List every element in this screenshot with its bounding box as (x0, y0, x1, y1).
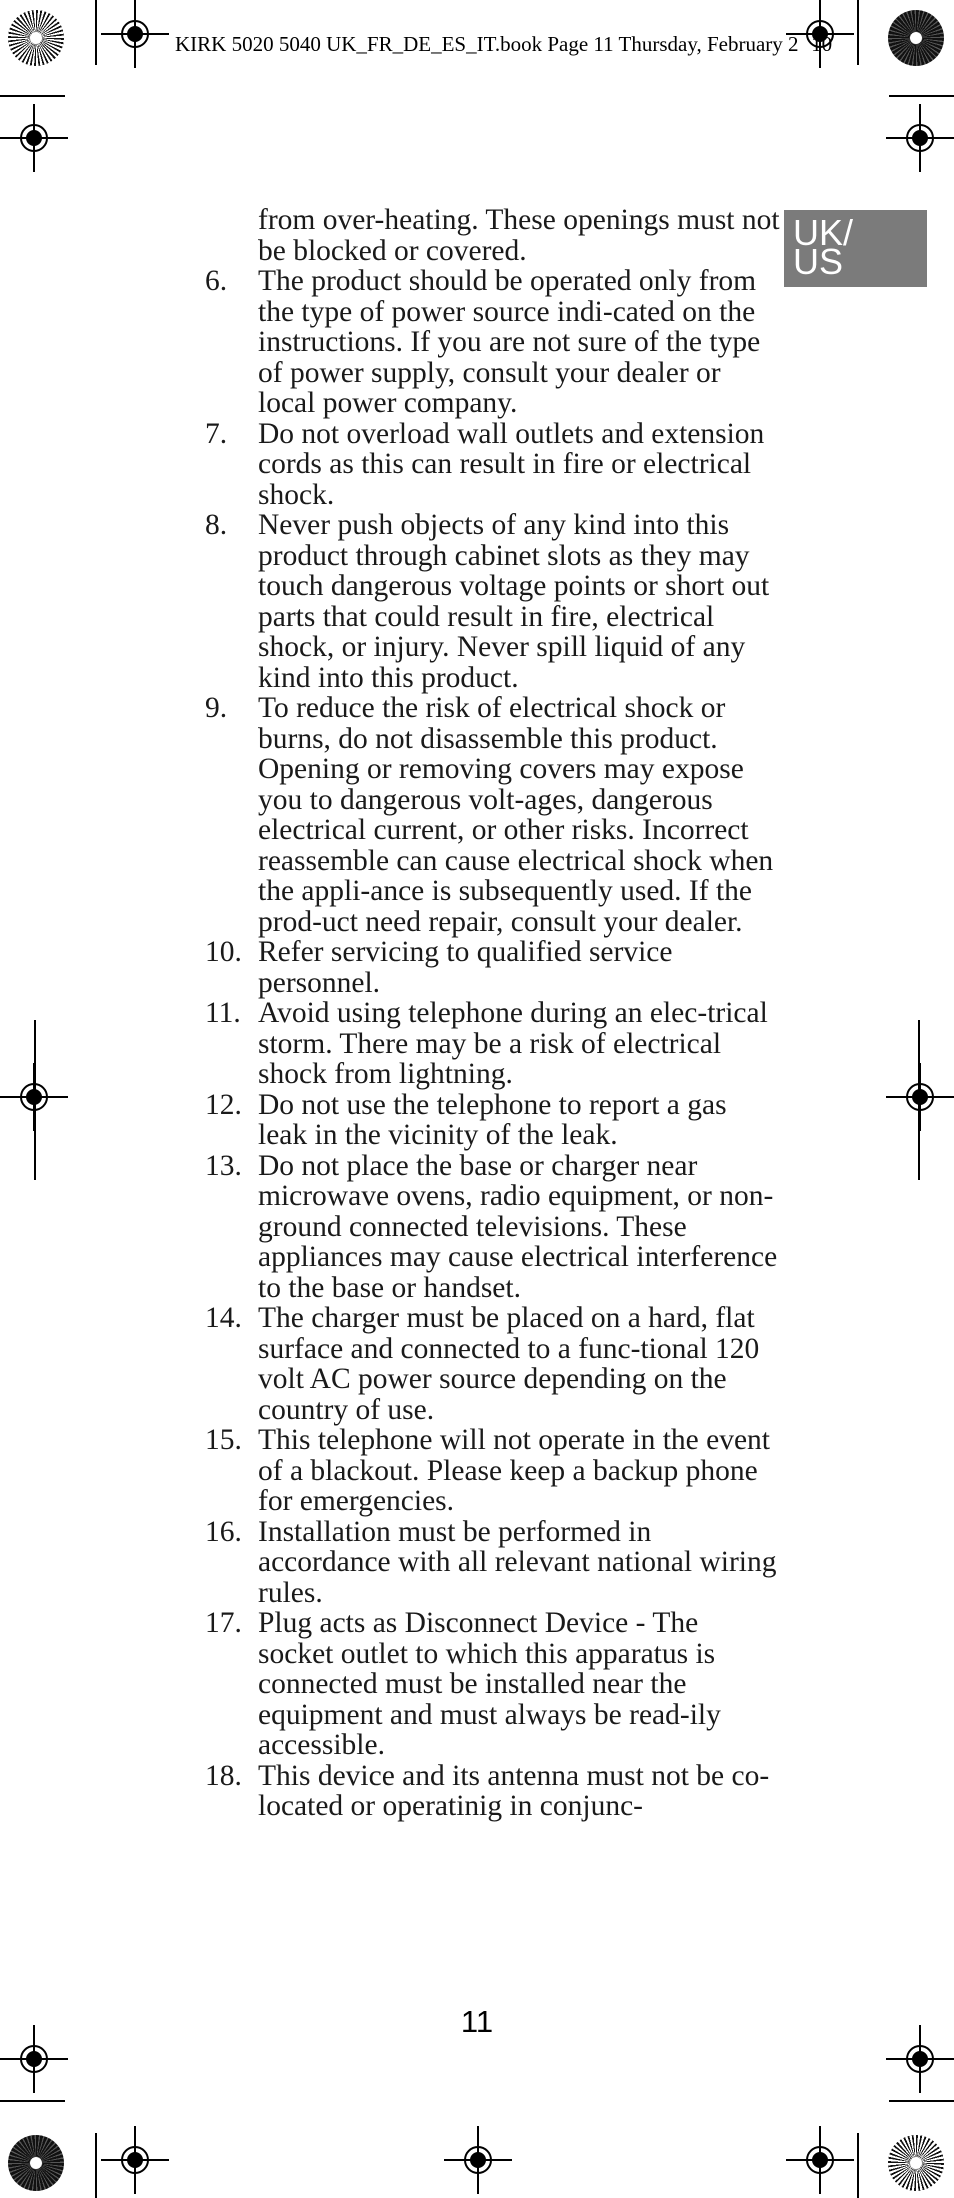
starburst-target-icon (888, 10, 944, 66)
list-item (205, 1303, 780, 1425)
list-item (205, 1517, 780, 1609)
list-item-text: This telephone will not operate in the event of a blackout. Please keep a backup phone for emergencies. (258, 1424, 771, 1517)
list-item-text: Installation must be performed in accordance with all relevant national wiring rules. (258, 1515, 777, 1609)
list-item-number: 14. (205, 1302, 242, 1334)
list-item-number: 12. (205, 1088, 242, 1121)
crop-mark (889, 95, 954, 97)
starburst-target-icon (8, 2135, 64, 2191)
page-number: 11 (460, 2004, 494, 2039)
list-item-number: 6. (205, 265, 228, 297)
list-item-text: The product should be operated only from the type of power source indi-cated on the instructions. If you are not sure of the type of power supply, consult your dealer or local power company. (258, 265, 761, 419)
list-item-number: 8. (205, 509, 228, 541)
crop-mark (857, 2133, 859, 2198)
crop-mark (0, 2100, 65, 2102)
crop-mark (0, 95, 65, 97)
continuation-paragraph: from over-heating. These openings must not be blocked or covered. (258, 204, 780, 267)
list-item (205, 266, 780, 419)
list-item-text: Refer servicing to qualified service personnel. (258, 936, 673, 999)
list-item-text: This device and its antenna must not be co-located or operatinig in conjunc- (258, 1759, 770, 1822)
list-item (205, 998, 780, 1090)
list-item-number: 10. (205, 936, 242, 968)
list-item-number: 17. (205, 1607, 242, 1639)
language-tab (784, 210, 927, 287)
registration-mark-icon (14, 118, 54, 158)
list-item-text: Do not use the telephone to report a gas leak in the vicinity of the leak. (258, 1088, 727, 1151)
safety-instructions (205, 205, 780, 1822)
list-item-text: Avoid using telephone during an elec-trical storm. There may be a risk of electrical shock from lightning. (258, 997, 768, 1090)
list-item-text: Plug acts as Disconnect Device - The socket outlet to which this apparatus is connected must be installed near the equipment and must always be read-ily accessible. (258, 1607, 721, 1761)
crop-mark (857, 0, 859, 65)
crop-mark (95, 2133, 97, 2198)
registration-mark-icon (900, 2039, 940, 2079)
list-item-text: Do not overload wall outlets and extension cords as this can result in fire or electrical shock. (258, 417, 765, 511)
running-header: KIRK 5020 5040 UK_FR_DE_ES_IT.book Page 11 Thursday, February 2 10 (175, 32, 833, 56)
list-item-number: 13. (205, 1149, 242, 1182)
registration-mark-icon (800, 2140, 840, 2180)
list-item (205, 1090, 780, 1151)
language-tab-line: UK/ (793, 212, 854, 253)
list-item-number: 15. (205, 1424, 242, 1456)
registration-mark-icon (115, 2140, 155, 2180)
crop-mark (95, 0, 97, 65)
list-item-text: Never push objects of any kind into this product through cabinet slots as they may touch dangerous voltage points or short out parts that could result in fire, electrical shock, or injury. Never spill liquid of any kind into this product. (258, 509, 770, 694)
list-item (205, 1608, 780, 1761)
list-item (205, 1425, 780, 1517)
crop-mark (889, 2100, 954, 2102)
language-tab-line: US (793, 241, 844, 282)
list-item-text: Do not place the base or charger near microwave ovens, radio equipment, or non-ground connected televisions. These appliances may cause electrical interference to the base or handset. (258, 1149, 778, 1304)
list-item-number: 9. (205, 692, 228, 724)
list-item-text: The charger must be placed on a hard, flat surface and connected to a func-tional 120 volt AC power source depending on the country of use. (258, 1302, 760, 1426)
list-item-number: 11. (205, 997, 241, 1029)
registration-mark-icon (900, 1077, 940, 1117)
list-item (205, 937, 780, 998)
list-item (205, 693, 780, 937)
list-item-number: 18. (205, 1759, 242, 1792)
instruction-list (205, 266, 780, 1822)
registration-mark-icon (115, 14, 155, 54)
registration-mark-icon (458, 2140, 498, 2180)
registration-mark-icon (14, 2039, 54, 2079)
starburst-target-icon (8, 10, 64, 66)
list-item-number: 7. (205, 417, 228, 450)
registration-mark-icon (14, 1077, 54, 1117)
registration-mark-icon (900, 118, 940, 158)
list-item (205, 1761, 780, 1822)
starburst-target-icon (888, 2135, 944, 2191)
list-item (205, 510, 780, 693)
list-item-number: 16. (205, 1515, 242, 1548)
list-item (205, 1151, 780, 1304)
list-item-text: To reduce the risk of electrical shock or burns, do not disassemble this product. Opening or removing covers may expose you to dangerous volt-ages, dangerous electrical current, or other risks. Incorrect reassemble can cause electrical shock when the appli-ance is subsequently used. If the prod-uct need repair, consult your dealer. (258, 692, 774, 938)
list-item (205, 419, 780, 511)
